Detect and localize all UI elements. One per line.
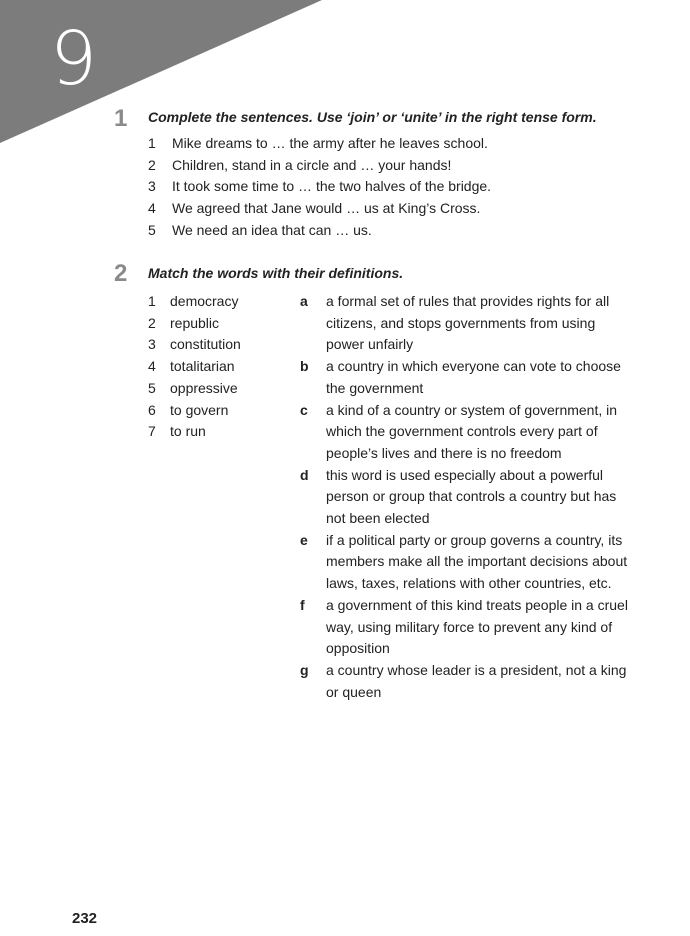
word-text: republic — [170, 314, 220, 331]
definition-text: a country whose leader is a president, not a king or queen — [326, 661, 627, 700]
word-number: 3 — [148, 336, 156, 353]
sentence-item — [148, 198, 491, 220]
word-item — [148, 378, 241, 400]
word-number: 4 — [148, 358, 156, 375]
definition-text: a formal set of rules that provides rights for all citizens, and stops governments from using power unfairly — [326, 293, 610, 353]
word-number: 7 — [148, 423, 156, 440]
word-item — [148, 400, 241, 422]
definition-letter: f — [300, 596, 305, 613]
sentence-text: We need an idea that can … us. — [172, 221, 372, 238]
exercise-2-number: 2 — [114, 260, 128, 287]
word-text: totalitarian — [170, 358, 235, 375]
definition-letter: c — [300, 401, 308, 418]
definition-list — [300, 291, 640, 703]
definition-item — [300, 530, 640, 595]
word-item — [148, 313, 241, 335]
word-text: oppressive — [170, 379, 238, 396]
sentence-text: Mike dreams to … the army after he leaves school. — [172, 135, 488, 151]
exercise-2-instruction: Match the words with their definitions. — [148, 265, 404, 281]
definition-letter: a — [300, 293, 308, 309]
definition-text: if a political party or group governs a country, its members make all the important decisions about laws, taxes, relations with other countries, etc. — [326, 531, 628, 592]
word-text: democracy — [170, 293, 239, 309]
sentence-number: 5 — [148, 221, 156, 238]
definition-letter: d — [300, 466, 309, 483]
word-text: to run — [170, 423, 206, 440]
word-item — [148, 421, 241, 443]
definition-item — [300, 356, 640, 399]
word-number: 1 — [148, 293, 156, 309]
word-item — [148, 356, 241, 378]
sentence-number: 4 — [148, 200, 156, 217]
sentence-item — [148, 155, 491, 177]
exercise-1-number: 1 — [114, 105, 128, 132]
definition-item — [300, 465, 640, 530]
sentence-item — [148, 176, 491, 198]
definition-letter: g — [300, 661, 309, 678]
word-number: 2 — [148, 314, 156, 331]
sentence-number: 1 — [148, 135, 156, 151]
definition-text: this word is used especially about a powerful person or group that controls a country but has not been elected — [326, 466, 617, 527]
definition-item — [300, 595, 640, 660]
unit-number: 9 — [50, 16, 98, 102]
word-list — [148, 291, 241, 443]
page-number: 232 — [72, 910, 98, 927]
sentence-item — [148, 133, 491, 155]
definition-item — [300, 291, 640, 356]
definition-letter: e — [300, 531, 308, 548]
definition-item — [300, 660, 640, 703]
sentence-number: 2 — [148, 156, 156, 173]
sentence-text: We agreed that Jane would … us at King’s Cross. — [172, 200, 481, 217]
word-text: to govern — [170, 401, 229, 418]
sentence-number: 3 — [148, 178, 156, 195]
word-text: constitution — [170, 336, 241, 353]
sentence-item — [148, 220, 491, 242]
word-number: 5 — [148, 379, 156, 396]
sentence-text: Children, stand in a circle and … your hands! — [172, 156, 452, 173]
word-number: 6 — [148, 401, 156, 418]
definition-text: a country in which everyone can vote to choose the government — [326, 358, 621, 396]
sentence-text: It took some time to … the two halves of the bridge. — [172, 178, 492, 195]
exercise-1-sentences — [148, 133, 491, 242]
definition-item — [300, 400, 640, 465]
definition-text: a government of this kind treats people in a cruel way, using military force to prevent any kind of opposition — [326, 596, 628, 657]
definition-letter: b — [300, 358, 309, 375]
word-item — [148, 291, 241, 313]
definition-text: a kind of a country or system of government, in which the government controls every part of people’s lives and there is no freedom — [326, 401, 618, 461]
exercise-1-instruction: Complete the sentences. Use ‘join’ or ‘unite’ in the right tense form. — [148, 109, 597, 125]
word-item — [148, 334, 241, 356]
